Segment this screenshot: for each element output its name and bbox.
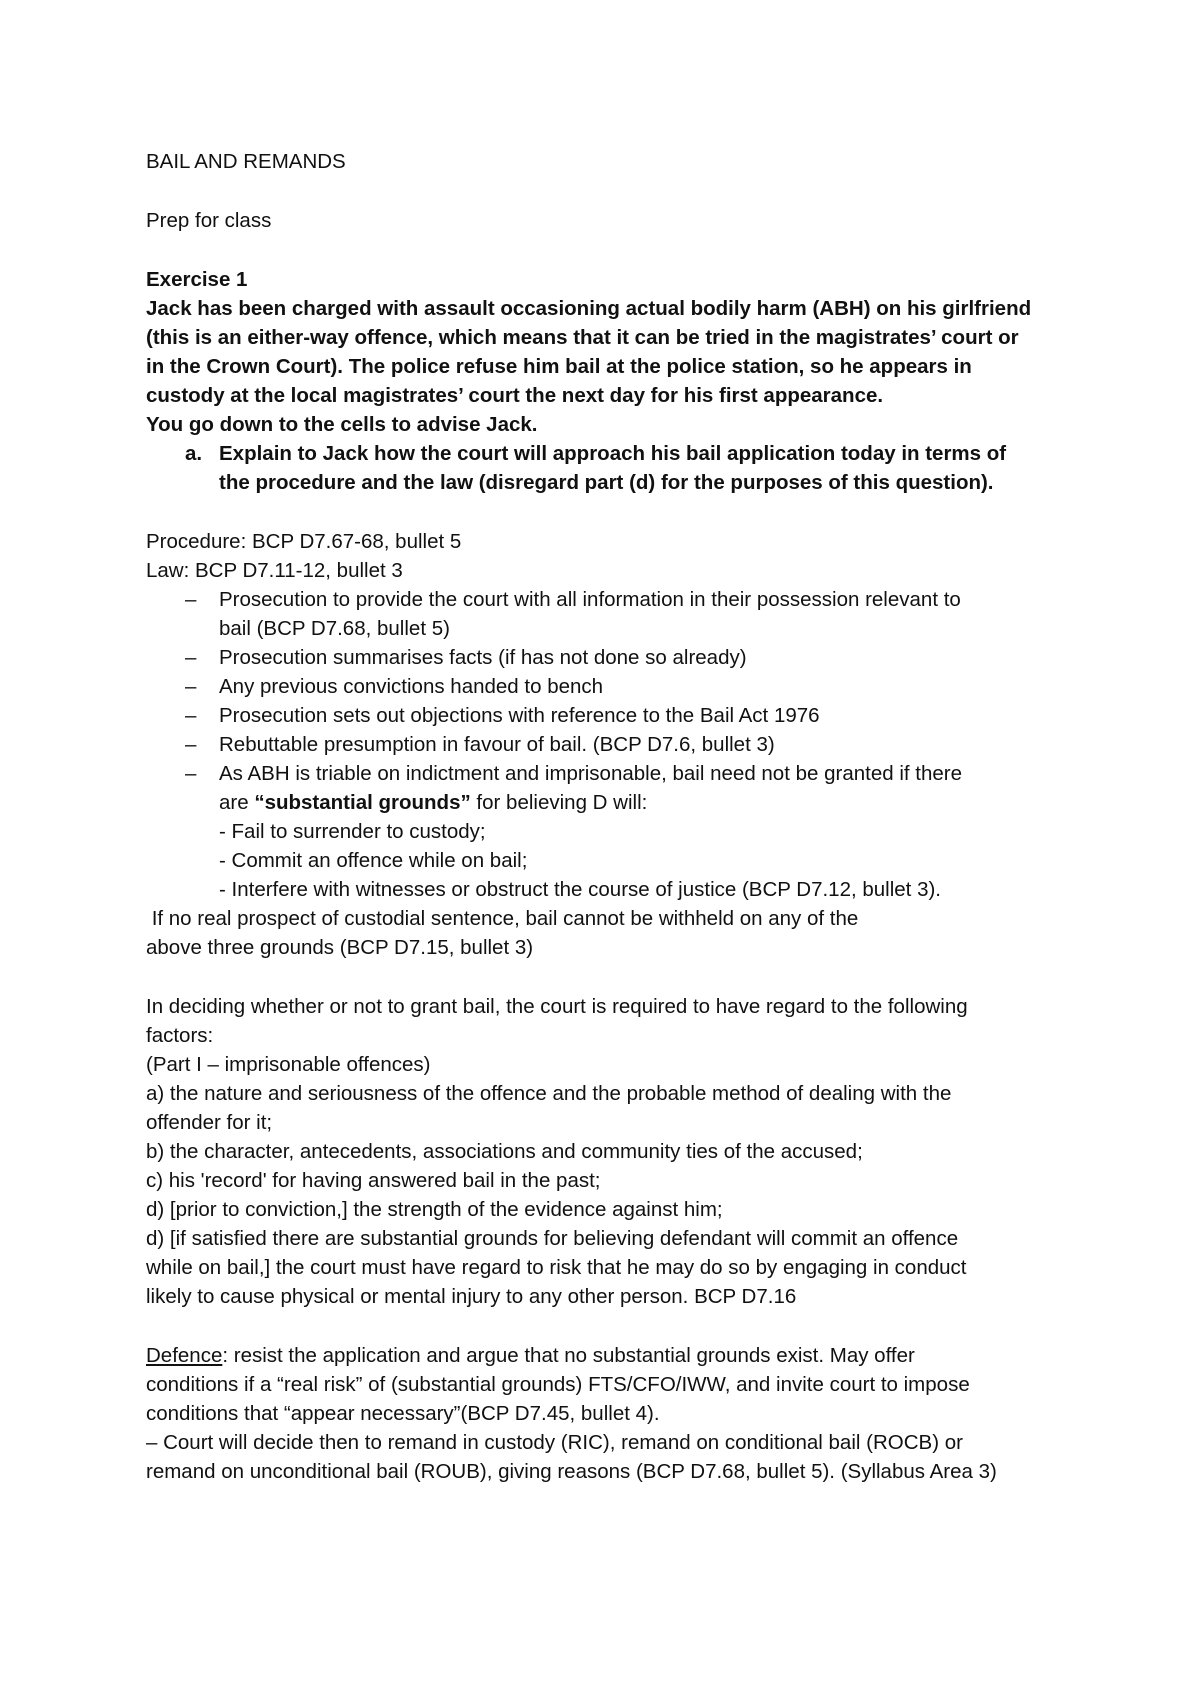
factors-line-8: d) [prior to conviction,] the strength of the evidence against him;	[146, 1198, 723, 1221]
bullet-dash: –	[185, 646, 197, 669]
defence-label: Defence	[146, 1344, 223, 1367]
law-reference: Law: BCP D7.11-12, bullet 3	[146, 559, 403, 582]
document-subtitle: Prep for class	[146, 209, 272, 232]
defence-line-1	[146, 1342, 915, 1370]
defence-line-4: – Court will decide then to remand in custody (RIC), remand on conditional bail (ROCB) or	[146, 1431, 963, 1454]
substantial-grounds-term: “substantial grounds”	[254, 791, 471, 814]
defence-line-1-text: : resist the application and argue that no substantial grounds exist. May offer	[222, 1344, 915, 1367]
bullet-6-prefix: are	[219, 791, 255, 814]
factors-line-9: d) [if satisfied there are substantial grounds for believing defendant will commit an offence	[146, 1227, 959, 1250]
ground-item-3: - Interfere with witnesses or obstruct the course of justice (BCP D7.12, bullet 3).	[219, 878, 941, 901]
bullet-5: Rebuttable presumption in favour of bail. (BCP D7.6, bullet 3)	[219, 733, 775, 756]
bullet-2: Prosecution summarises facts (if has not done so already)	[219, 646, 747, 669]
factors-line-2: factors:	[146, 1024, 214, 1047]
bullet-6-suffix: for believing D will:	[470, 791, 648, 814]
bullet-6-line-2	[219, 789, 647, 817]
bullet-1-line-2: bail (BCP D7.68, bullet 5)	[219, 617, 450, 640]
bullet-4: Prosecution sets out objections with reference to the Bail Act 1976	[219, 704, 820, 727]
scenario-line-5: You go down to the cells to advise Jack.	[146, 413, 538, 436]
bullet-dash: –	[185, 588, 197, 611]
scenario-line-2: (this is an either-way offence, which means that it can be tried in the magistrates’ court or	[146, 326, 1019, 349]
procedure-reference: Procedure: BCP D7.67-68, bullet 5	[146, 530, 462, 553]
scenario-line-1: Jack has been charged with assault occasioning actual bodily harm (ABH) on his girlfriend	[146, 297, 1032, 320]
scenario-line-3: in the Crown Court). The police refuse him bail at the police station, so he appears in	[146, 355, 972, 378]
factors-line-6: b) the character, antecedents, associations and community ties of the accused;	[146, 1140, 863, 1163]
bullet-dash: –	[185, 704, 197, 727]
bullet-dash: –	[185, 733, 197, 756]
no-prospect-line-2: above three grounds (BCP D7.15, bullet 3)	[146, 936, 534, 959]
question-line-2: the procedure and the law (disregard part (d) for the purposes of this question).	[219, 471, 994, 494]
factors-line-7: c) his 'record' for having answered bail in the past;	[146, 1169, 601, 1192]
exercise-heading: Exercise 1	[146, 268, 248, 291]
factors-line-11: likely to cause physical or mental injury to any other person. BCP D7.16	[146, 1285, 797, 1308]
defence-line-5: remand on unconditional bail (ROUB), giving reasons (BCP D7.68, bullet 5). (Syllabus Area 3)	[146, 1460, 997, 1483]
bullet-6-line-1: As ABH is triable on indictment and imprisonable, bail need not be granted if there	[219, 762, 962, 785]
scenario-line-4: custody at the local magistrates’ court the next day for his first appearance.	[146, 384, 884, 407]
factors-line-4: a) the nature and seriousness of the offence and the probable method of dealing with the	[146, 1082, 952, 1105]
question-line-1: Explain to Jack how the court will approach his bail application today in terms of	[219, 442, 1007, 465]
defence-line-3: conditions that “appear necessary”(BCP D7.45, bullet 4).	[146, 1402, 660, 1425]
bullet-1-line-1: Prosecution to provide the court with all information in their possession relevant to	[219, 588, 961, 611]
bullet-dash: –	[185, 762, 197, 785]
document-title: BAIL AND REMANDS	[146, 150, 346, 173]
bullet-dash: –	[185, 675, 197, 698]
factors-line-5: offender for it;	[146, 1111, 273, 1134]
question-marker: a.	[185, 442, 203, 465]
no-prospect-line-1: If no real prospect of custodial sentence, bail cannot be withheld on any of the	[146, 907, 859, 930]
bullet-3: Any previous convictions handed to bench	[219, 675, 604, 698]
factors-line-3: (Part I – imprisonable offences)	[146, 1053, 431, 1076]
defence-line-2: conditions if a “real risk” of (substantial grounds) FTS/CFO/IWW, and invite court to impose	[146, 1373, 970, 1396]
ground-item-1: - Fail to surrender to custody;	[219, 820, 486, 843]
factors-line-1: In deciding whether or not to grant bail, the court is required to have regard to the following	[146, 995, 968, 1018]
ground-item-2: - Commit an offence while on bail;	[219, 849, 528, 872]
factors-line-10: while on bail,] the court must have regard to risk that he may do so by engaging in conduct	[146, 1256, 967, 1279]
